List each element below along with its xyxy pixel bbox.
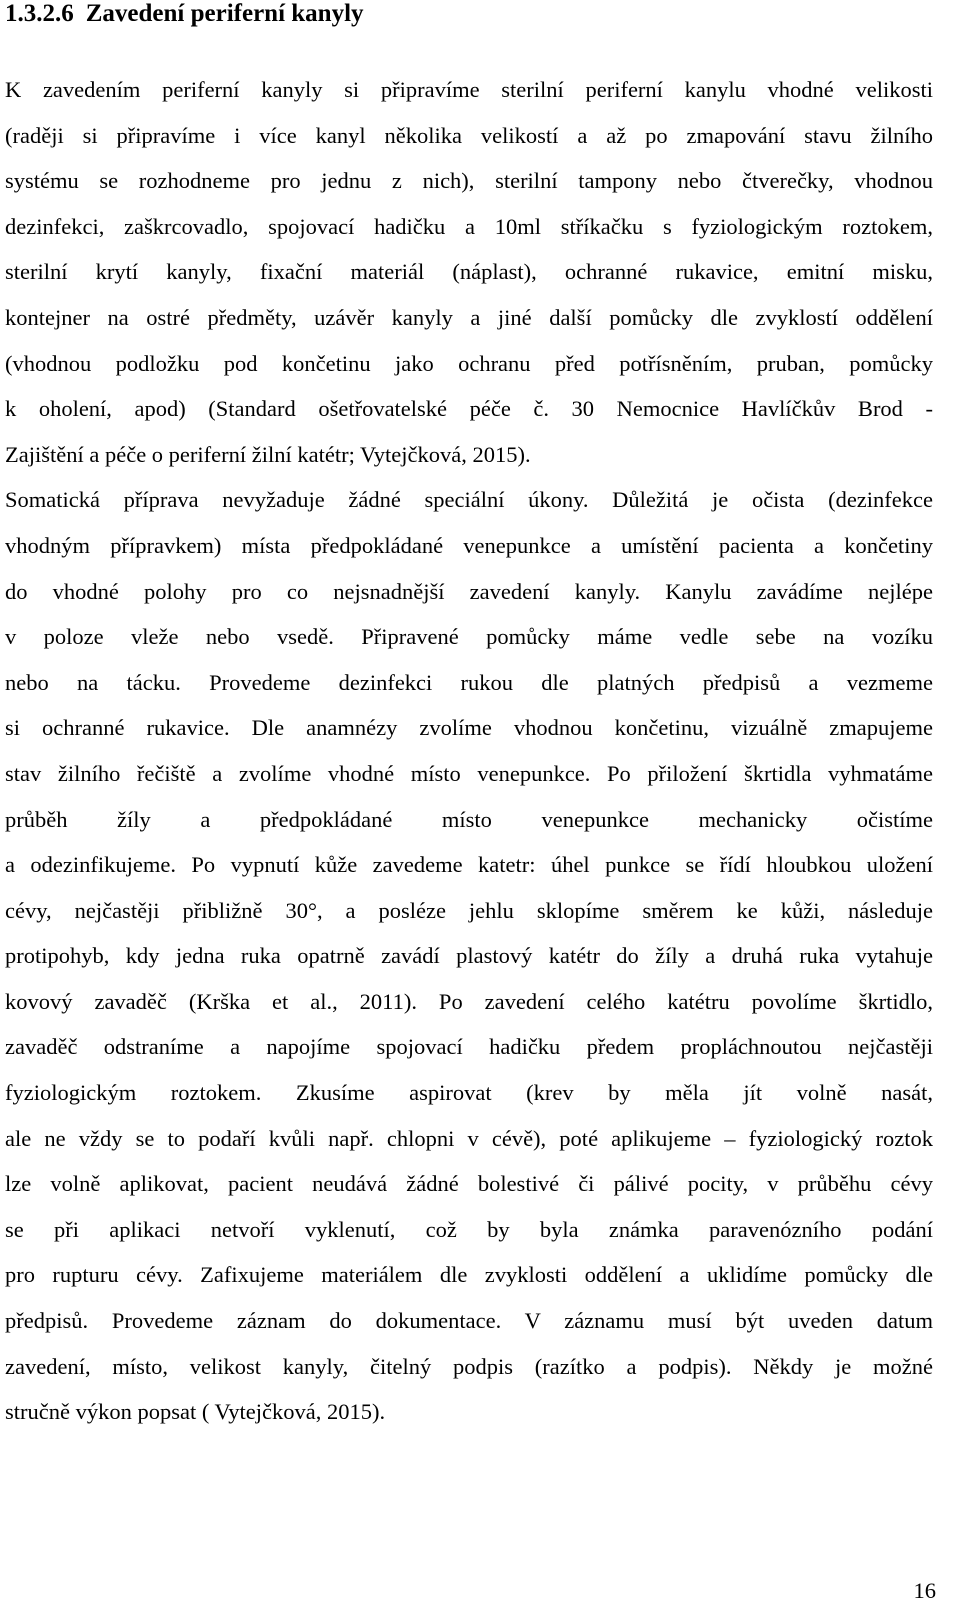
text-line: kovový zavaděč (Krška et al., 2011). Po zavedení celého katétru povolíme škrtidlo,	[5, 988, 933, 1014]
text-line: se při aplikaci netvoří vyklenutí, což by byla známka paravenózního podání	[5, 1216, 933, 1242]
text-line: stav žilního řečiště a zvolíme vhodné místo venepunkce. Po přiložení škrtidla vyhmatáme	[5, 760, 933, 786]
text-line: fyziologickým roztokem. Zkusíme aspirovat (krev by měla jít volně nasát,	[5, 1080, 933, 1106]
text-line: Somatická příprava nevyžaduje žádné speciální úkony. Důležitá je očista (dezinfekce	[5, 487, 933, 513]
text-line: dezinfekci, zaškrcovadlo, spojovací hadičku a 10ml stříkačku s fyziologickým roztokem,	[5, 213, 933, 239]
text-line: zavedení, místo, velikost kanyly, čitelný podpis (razítko a podpis). Někdy je možné	[5, 1353, 933, 1379]
section-title: Zavedení periferní kanyly	[85, 0, 364, 27]
text-line: sterilní krytí kanyly, fixační materiál (náplast), ochranné rukavice, emitní misku,	[5, 259, 933, 285]
text-line: kontejner na ostré předměty, uzávěr kanyly a jiné další pomůcky dle zvyklostí oddělení	[5, 304, 933, 330]
text-line: cévy, nejčastěji přibližně 30°, a posléze jehlu sklopíme směrem ke kůži, následuje	[5, 897, 933, 923]
text-line: protipohyb, kdy jedna ruka opatrně zavádí plastový katétr do žíly a druhá ruka vytahuje	[5, 943, 933, 969]
text-line: stručně výkon popsat ( Vytejčková, 2015).	[5, 1399, 386, 1425]
text-line: průběh žíly a předpokládané místo venepunkce mechanicky očistíme	[5, 806, 933, 832]
page-number: 16	[913, 1578, 936, 1603]
section-number: 1.3.2.6	[5, 0, 74, 27]
text-line: předpisů. Provedeme záznam do dokumentace. V záznamu musí být uveden datum	[5, 1308, 933, 1334]
text-line: (raději si připravíme i více kanyl několika velikostí a až po zmapování stavu žilního	[5, 122, 933, 148]
text-line: nebo na tácku. Provedeme dezinfekci rukou dle platných předpisů a vezmeme	[5, 669, 933, 695]
body-text	[5, 67, 933, 1435]
text-line: si ochranné rukavice. Dle anamnézy zvolíme vhodnou končetinu, vizuálně zmapujeme	[5, 715, 933, 741]
text-line: K zavedením periferní kanyly si připravíme sterilní periferní kanylu vhodné velikosti	[5, 77, 933, 102]
text-line: do vhodné polohy pro co nejsnadnější zavedení kanyly. Kanylu zavádíme nejlépe	[5, 578, 933, 604]
text-line: vhodným přípravkem) místa předpokládané venepunkce a umístění pacienta a končetiny	[5, 532, 933, 558]
text-line: zavaděč odstraníme a napojíme spojovací hadičku předem propláchnoutou nejčastěji	[5, 1034, 933, 1060]
text-line: k oholení, apod) (Standard ošetřovatelské péče č. 30 Nemocnice Havlíčkův Brod -	[5, 396, 933, 422]
text-line: Zajištění a péče o periferní žilní katétr; Vytejčková, 2015).	[5, 441, 531, 467]
text-line: a odezinfikujeme. Po vypnutí kůže zavedeme katetr: úhel punkce se řídí hloubkou uložení	[5, 852, 933, 878]
text-line: ale ne vždy se to podaří kvůli např. chlopni v cévě), poté aplikujeme – fyziologický roztok	[5, 1125, 933, 1151]
text-line: (vhodnou podložku pod končetinu jako ochranu před potřísněním, pruban, pomůcky	[5, 350, 933, 376]
section-heading	[5, 0, 364, 28]
text-line: systému se rozhodneme pro jednu z nich), sterilní tampony nebo čtverečky, vhodnou	[5, 168, 933, 194]
text-line: pro rupturu cévy. Zafixujeme materiálem dle zvyklosti oddělení a uklidíme pomůcky dle	[5, 1262, 933, 1288]
text-line: lze volně aplikovat, pacient neudává žádné bolestivé či pálivé pocity, v průběhu cévy	[5, 1171, 933, 1197]
text-line: v poloze vleže nebo vsedě. Připravené pomůcky máme vedle sebe na vozíku	[5, 624, 933, 650]
